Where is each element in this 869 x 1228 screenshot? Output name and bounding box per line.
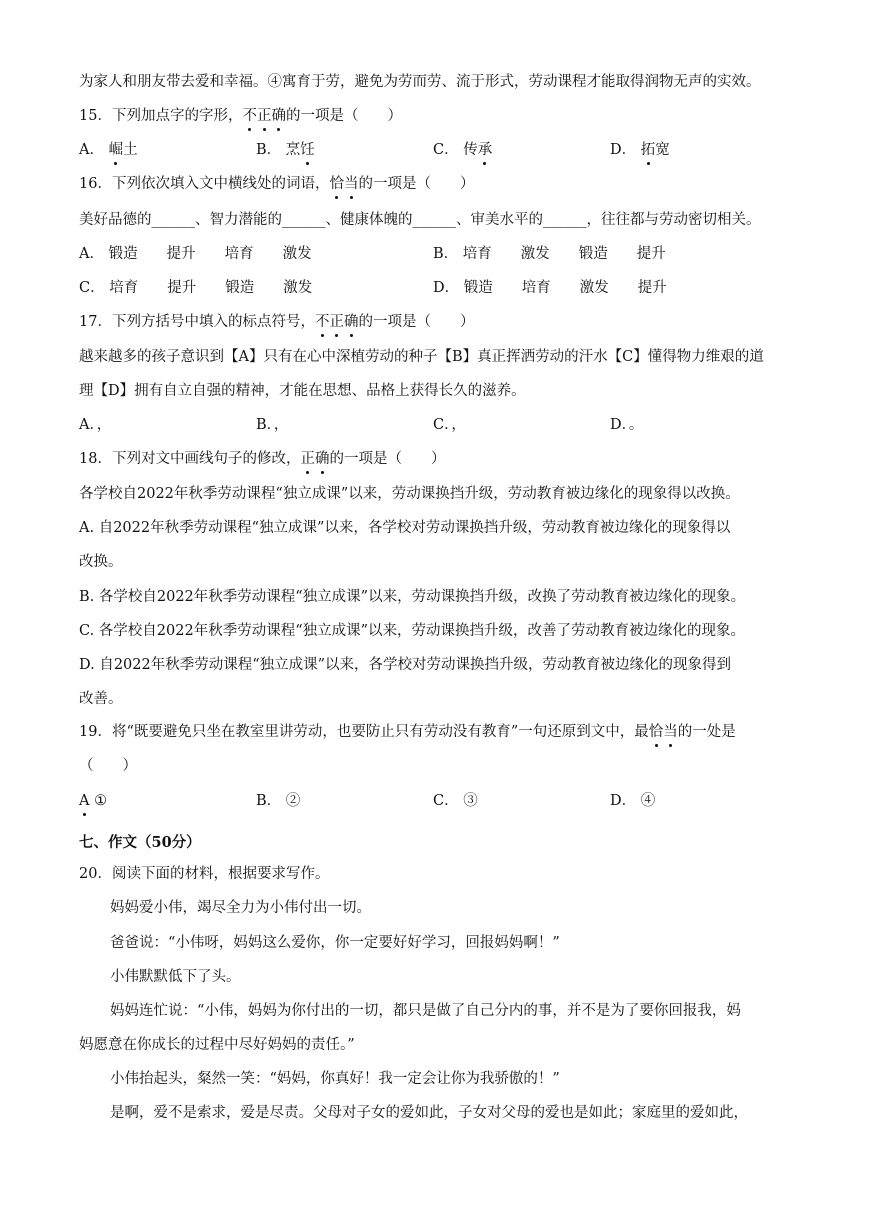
question-17-text-line1: 越来越多的孩子意识到【A】只有在心中深植劳动的种子【B】真正挥洒劳动的汗水【C】懂得物力维艰的道 <box>79 349 764 365</box>
material-paragraph: 爸爸说：“小伟呀，妈妈这么爱你，你一定要好好学习，回报妈妈啊！” <box>110 935 560 951</box>
question-17-stem: 17．下列方括号中填入的标点符号，不正确的一项是（ ） <box>79 314 475 330</box>
emphasis-dot-char: 饪 <box>300 142 315 158</box>
emphasis-dot-char: 不 <box>242 108 257 124</box>
material-paragraph: 妈愿意在你成长的过程中尽好妈妈的责任。” <box>79 1037 355 1053</box>
emphasis-dot-char: 恰 <box>648 724 664 740</box>
question-18-stem: 18．下列对文中画线句子的修改，正确的一项是（ ） <box>79 451 446 467</box>
q16-option-a: A． 锻造 提升 培育 激发 <box>79 246 312 262</box>
material-paragraph: 妈妈爱小伟，竭尽全力为小伟付出一切。 <box>110 900 371 916</box>
question-16-stem: 16．下列依次填入文中横线处的词语，恰当的一项是（ ） <box>79 176 475 192</box>
question-16-sentence: 美好品德的______、智力潜能的______、健康体魄的______、审美水平的______，往往都与劳动密切相关。 <box>79 212 761 228</box>
q19-option-d: D． ④ <box>610 793 656 809</box>
emphasis-dot-char: 正 <box>300 451 315 467</box>
q17-option-d: D．。 <box>610 417 644 433</box>
material-paragraph: 妈妈连忙说：“小伟，妈妈为你付出的一切，都只是做了自己分内的事，并不是为了要你回报我，妈 <box>110 1003 741 1019</box>
q17-option-a: A．， <box>79 417 112 433</box>
emphasis-dot-char: 承 <box>477 142 493 158</box>
q18-option-a-line1: A. 自2022年秋季劳动课程“独立成课”以来，各学校对劳动课换挡升级，劳动教育被边缘化的现象得以 <box>79 520 731 536</box>
q19-option-c: C． ③ <box>433 793 478 809</box>
emphasis-dot-char: A <box>79 793 90 809</box>
q17-option-c: C．， <box>433 417 466 433</box>
question-19-paren: （ ） <box>79 758 137 774</box>
q15-option-c: C． 传承 <box>433 142 493 158</box>
emphasis-dot-char: 当 <box>663 724 678 740</box>
q16-option-d: D． 锻造 培育 激发 提升 <box>433 280 667 296</box>
material-paragraph: 小伟默默低下了头。 <box>110 969 241 985</box>
q15-option-a: A． 崛土 <box>79 142 138 158</box>
emphasis-dot-char: 正 <box>256 108 272 124</box>
q16-option-c: C． 培育 提升 锻造 激发 <box>79 280 313 296</box>
emphasis-dot-char: 正 <box>329 314 344 330</box>
emphasis-dot-char: 不 <box>314 314 330 330</box>
q18-option-d-line1: D. 自2022年秋季劳动课程“独立成课”以来，各学校对劳动课换挡升级，劳动教育被边缘化的现象得到 <box>79 657 732 673</box>
material-paragraph: 小伟抬起头，粲然一笑：“妈妈，你真好！我一定会让你为我骄傲的！” <box>110 1071 560 1087</box>
q15-option-b: B． 烹饪 <box>256 142 315 158</box>
emphasis-dot-char: 确 <box>271 108 286 124</box>
question-15-stem: 15．下列加点字的字形，不正确的一项是（ ） <box>79 108 402 124</box>
question-19-stem: 19．将“既要避免只坐在教室里讲劳动，也要防止只有劳动没有教育”一句还原到文中，最恰当的一处是 <box>79 724 736 740</box>
q18-option-b: B. 各学校自2022年秋季劳动课程“独立成课”以来，劳动课换挡升级，改换了劳动教育被边缘化的现象。 <box>79 589 746 605</box>
q18-option-a-line2: 改换。 <box>79 554 123 570</box>
intro-line: 为家人和朋友带去爱和幸福。④寓育于劳，避免为劳而劳、流于形式，劳动课程才能取得润物无声的实效。 <box>79 74 761 90</box>
emphasis-dot-char: 恰 <box>329 176 344 192</box>
q19-option-b: B． ② <box>256 793 301 809</box>
q18-option-c: C. 各学校自2022年秋季劳动课程“独立成课”以来，劳动课换挡升级，改善了劳动教育被边缘化的现象。 <box>79 623 746 639</box>
question-17-text-line2: 理【D】拥有自立自强的精神，才能在思想、品格上获得长久的滋养。 <box>79 383 526 399</box>
emphasis-dot-char: 当 <box>343 176 359 192</box>
emphasis-dot-char: 确 <box>314 451 330 467</box>
q16-option-b: B． 培育 激发 锻造 提升 <box>433 246 666 262</box>
question-20-title: 20．阅读下面的材料，根据要求写作。 <box>79 866 330 882</box>
emphasis-dot-char: 确 <box>343 314 359 330</box>
emphasis-dot-char: 拓 <box>640 142 656 158</box>
q15-option-d: D． 拓宽 <box>610 142 670 158</box>
emphasis-dot-char: 崛 <box>108 142 124 158</box>
q19-option-a: A ① <box>79 793 108 809</box>
q17-option-b: B．， <box>256 417 289 433</box>
section-7-heading: 七、作文（50分） <box>79 834 201 851</box>
material-paragraph: 是啊，爱不是索求，爱是尽责。父母对子女的爱如此，子女对父母的爱也是如此；家庭里的爱如此， <box>110 1105 748 1121</box>
question-18-sentence: 各学校自2022年秋季劳动课程“独立成课”以来，劳动课换挡升级，劳动教育被边缘化的现象得以改换。 <box>79 486 740 502</box>
q18-option-d-line2: 改善。 <box>79 691 123 707</box>
